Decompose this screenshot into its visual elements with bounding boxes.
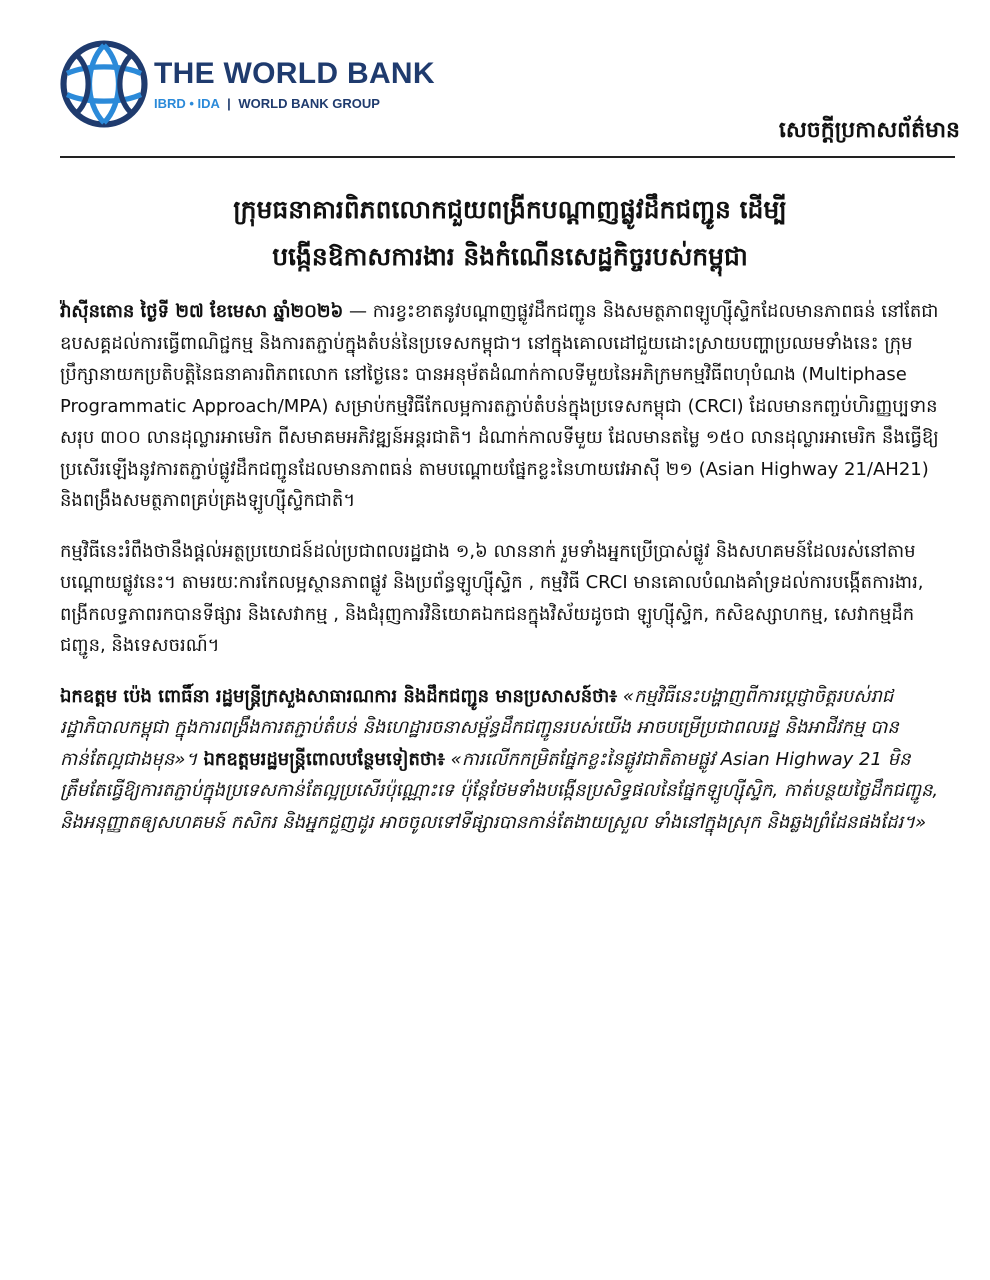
speaker-intro-2: ឯកឧត្តមរដ្ឋមន្ត្រីពោលបន្ថែមទៀតថា៖ [197, 748, 445, 770]
org-sub-ibrd: IBRD • IDA [154, 96, 220, 111]
title-line-1: ក្រុមធនាគារពិភពលោកជួយពង្រីកបណ្តាញផ្លូវដឹកជញ្ជូន ដើម្បី [233, 195, 787, 224]
logo-text [154, 58, 435, 111]
article-body [60, 296, 940, 857]
globe-icon [60, 40, 148, 128]
paragraph-1-text: — ការខ្វះខាតនូវបណ្តាញផ្លូវដឹកជញ្ជូន និងសមត្ថភាពឡូហ្ស៊ីស្ទិកដែលមានភាពធន់ នៅតែជាឧបសគ្គដល់ការធ្វើពាណិជ្ជកម្ម និងការតភ្ជាប់ក្នុងតំបន់នៃប្រទេសកម្ពុជា។ នៅក្នុងគោលដៅជួយដោះស្រាយបញ្ហាប្រឈមទាំងនេះ ក្រុមប្រឹក្សានាយកប្រតិបត្តិនៃធនាគារពិភពលោក នៅថ្ងៃនេះ បានអនុម័តដំណាក់កាលទីមួយនៃអភិក្រមកម្មវិធីពហុបំណង (Multiphase Programmatic Approach/MPA) សម្រាប់កម្មវិធីកែលម្អការតភ្ជាប់តំបន់ក្នុងប្រទេសកម្ពុជា (CRCI) ដែលមានកញ្ចប់ហិរញ្ញប្បទានសរុប ៣០០ លានដុល្លារអាមេរិក ពីសមាគមអភិវឌ្ឍន៍អន្តរជាតិ។ ដំណាក់កាលទីមួយ ដែលមានតម្លៃ ១៥០ លានដុល្លារអាមេរិក នឹងធ្វើឱ្យប្រសើរឡើងនូវការតភ្ជាប់ផ្លូវដឹកជញ្ជូនដែលមានភាពធន់ តាមបណ្តោយផ្នែកខ្លះនៃហាយវេអាស៊ី ២១ (Asian Highway 21/AH21) និងពង្រឹងសមត្ថភាពគ្រប់គ្រងឡូហ្ស៊ីស្ទិកជាតិ។ [60, 301, 939, 511]
quote-2: «ការលើកកម្រិតផ្នែកខ្លះនៃផ្លូវជាតិតាមផ្លូវ Asian Highway 21 មិនត្រឹមតែធ្វើឱ្យការតភ្ជាប់ក្នុងប្រទេសកាន់តែល្អប្រសើរប៉ុណ្ណោះទេ ប៉ុន្តែថែមទាំងបង្កើនប្រសិទ្ធផលនៃផ្នែកឡូហ្ស៊ីស្ទិក, កាត់បន្ថយថ្លៃដឹកជញ្ជូន, និងអនុញ្ញាតឲ្យសហគមន៍ កសិករ និងអ្នកជួញដូរ អាចចូលទៅទីផ្សារបានកាន់តែងាយស្រួល ទាំងនៅក្នុងស្រុក និងឆ្លងព្រំដែនផងដែរ។» [60, 748, 939, 833]
paragraph-3 [60, 681, 940, 839]
paragraph-1 [60, 296, 940, 517]
org-name: THE WORLD BANK [154, 57, 435, 90]
paragraph-2: កម្មវិធីនេះរំពឹងថានឹងផ្តល់អត្ថប្រយោជន៍ដល់ប្រជាពលរដ្ឋជាង ១,៦ លាននាក់ រួមទាំងអ្នកប្រើប្រាស់ផ្លូវ និងសហគមន៍ដែលរស់នៅតាមបណ្តោយផ្លូវនេះ។ តាមរយៈការកែលម្អស្ថានភាពផ្លូវ និងប្រព័ន្ធឡូហ្ស៊ីស្ទិក , កម្មវិធី CRCI មានគោលបំណងគាំទ្រដល់ការបង្កើតការងារ, ពង្រីកលទ្ធភាពរកបានទីផ្សារ និងសេវាកម្ម , និងជំរុញការវិនិយោគឯកជនក្នុងវិស័យដូចជា ឡូហ្ស៊ីស្ទិក, កសិឧស្សាហកម្ម, សេវាកម្មដឹកជញ្ជូន, និងទេសចរណ៍។ [60, 540, 924, 656]
page-title [60, 186, 960, 280]
document-type: សេចក្តីប្រកាសព័ត៌មាន [778, 118, 960, 143]
org-subtitle [154, 96, 435, 111]
header-divider [60, 156, 955, 158]
header [60, 40, 960, 160]
title-line-2: បង្កើនឱកាសការងារ និងកំណើនសេដ្ឋកិច្ចរបស់កម្ពុជា [272, 242, 748, 271]
org-sub-separator: | [227, 96, 231, 111]
dateline: វ៉ាស៊ីនតោន ថ្ងៃទី ២៧ ខែមេសា ឆ្នាំ២០២៦ [60, 301, 344, 322]
quote-1: «កម្មវិធីនេះបង្ហាញពីការប្តេជ្ញាចិត្តរបស់រាជរដ្ឋាភិបាលកម្ពុជា ក្នុងការពង្រឹងការតភ្ជាប់តំបន់ និងហេដ្ឋារចនាសម្ព័ន្ធដឹកជញ្ជូនរបស់យើង អាចបម្រើប្រជាពលរដ្ឋ និងអាជីវកម្ម បានកាន់តែល្អជាងមុន»។ [60, 685, 899, 770]
speaker-intro: ឯកឧត្តម ប៉េង ពោធិ៍នា រដ្ឋមន្ត្រីក្រសួងសាធារណការ និងដឹកជញ្ជូន មានប្រសាសន៍ថា៖ [60, 685, 618, 707]
org-sub-group: WORLD BANK GROUP [238, 96, 380, 111]
